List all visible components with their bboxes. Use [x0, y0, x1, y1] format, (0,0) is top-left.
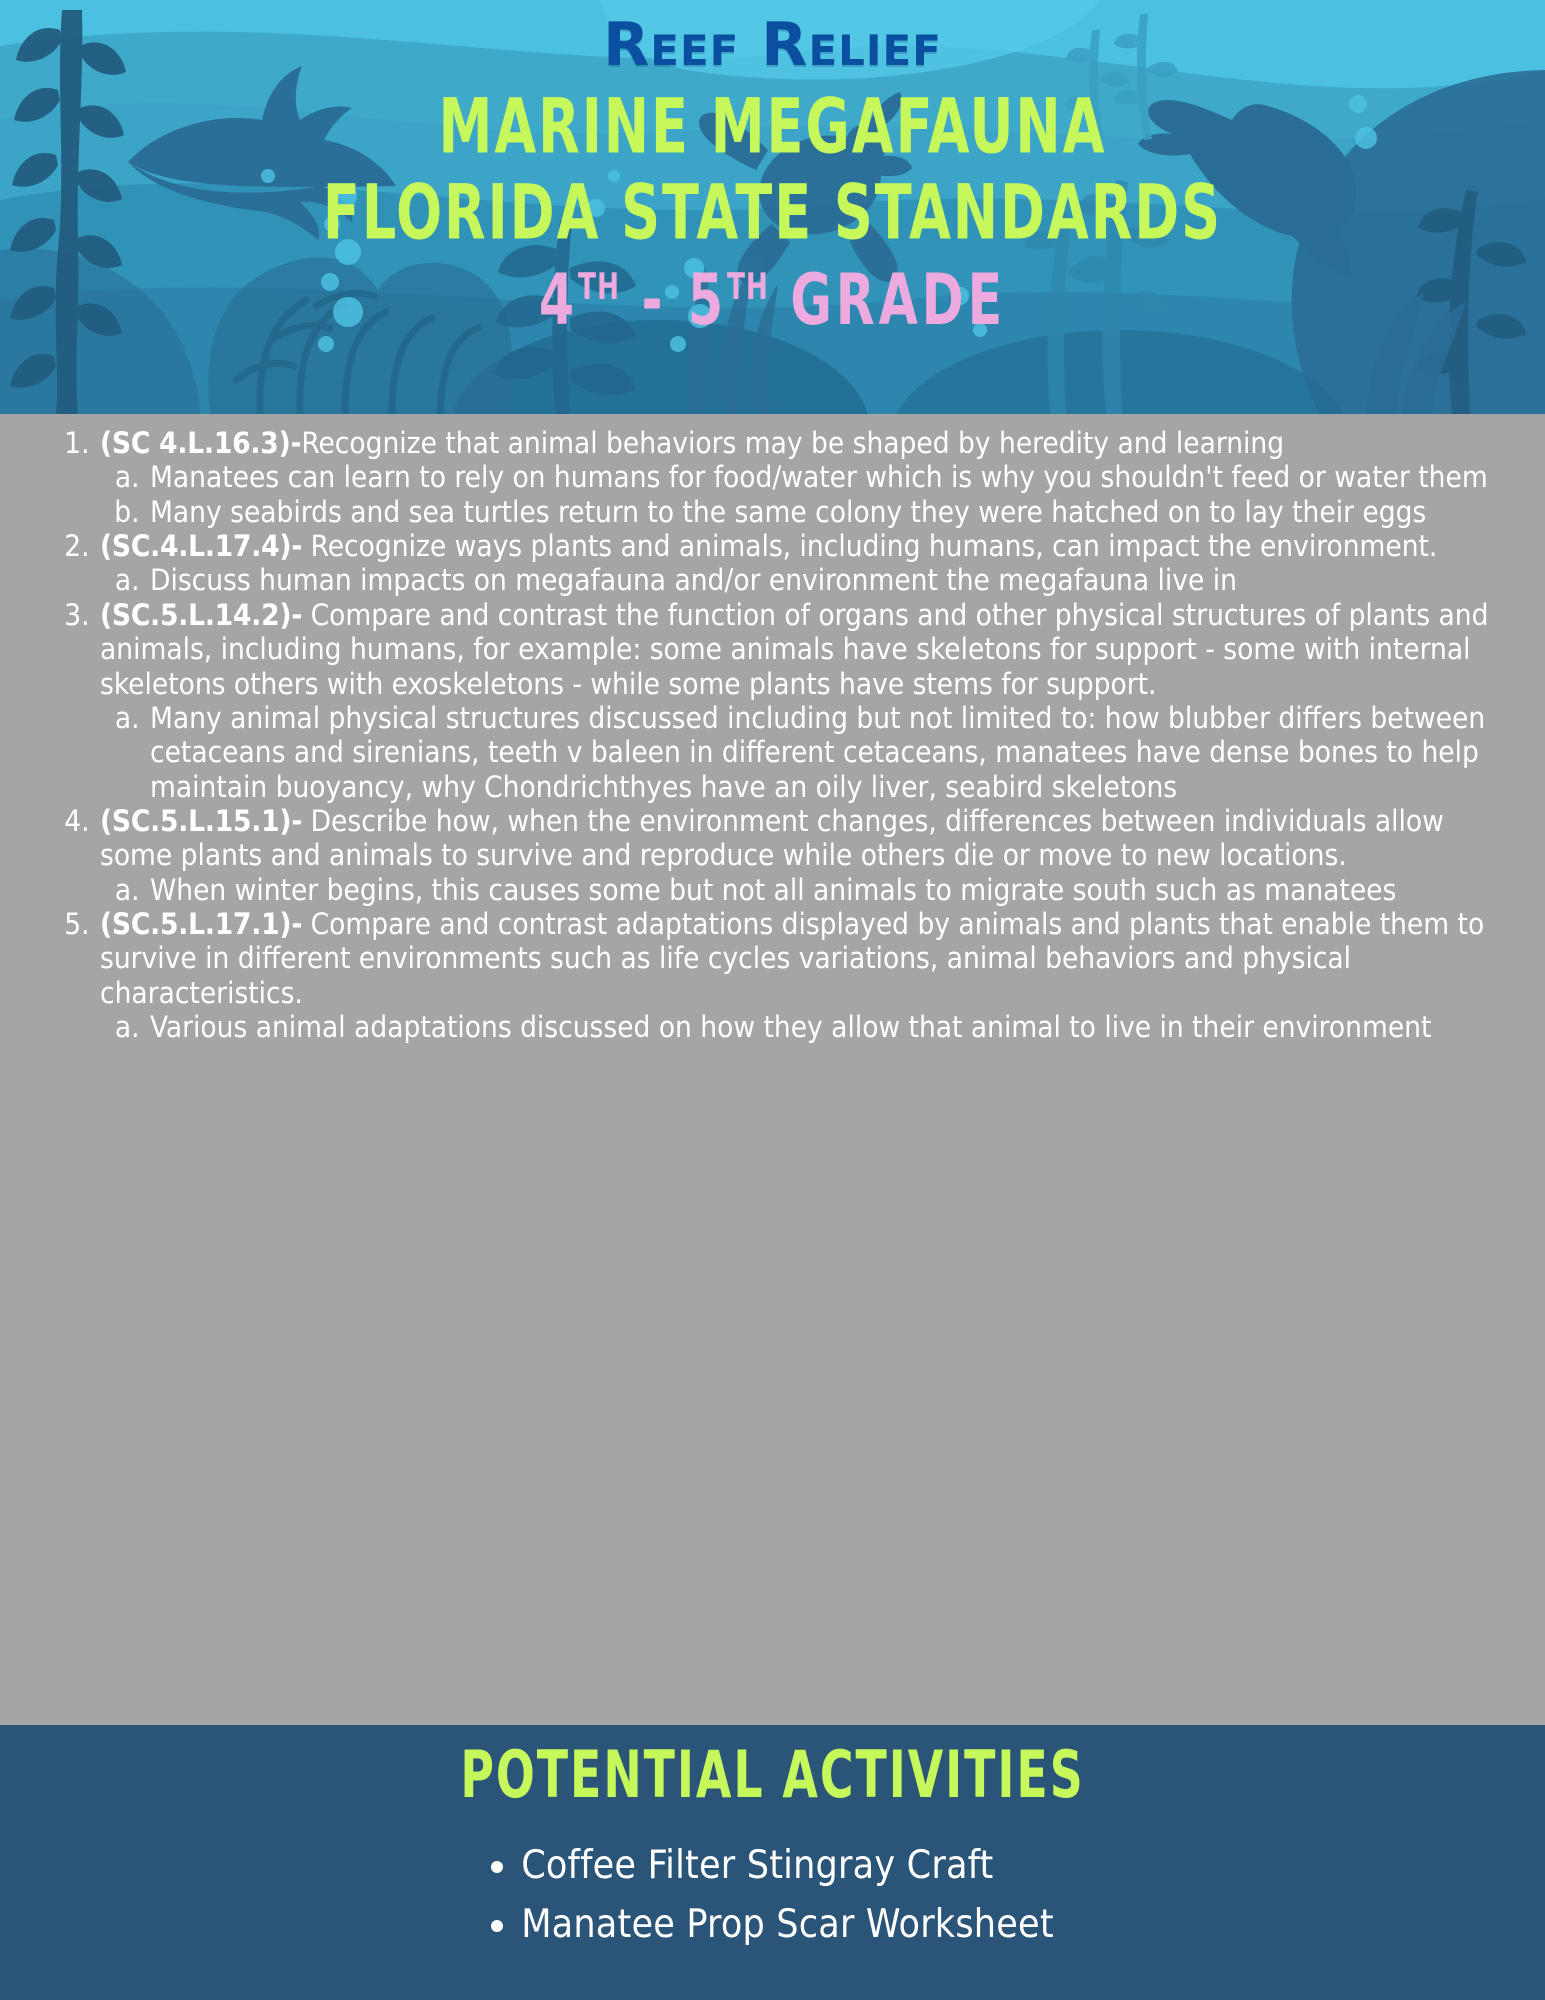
standard-text: Describe how, when the environment changes, differences between individuals allow some plants and animals to survive and reproduce while others die or move to new locations.	[100, 803, 1444, 873]
grade-second-number: 5	[687, 257, 727, 341]
activity-item: • Manatee Prop Scar Worksheet	[521, 1896, 1054, 1955]
grade-second-ordinal: TH	[726, 266, 769, 309]
activity-item: • Coffee Filter Stingray Craft	[521, 1837, 1054, 1896]
standard-item	[98, 426, 1505, 529]
standard-subitem: a. Various animal adaptations discussed on how they allow that animal to live in their environment	[148, 1010, 1505, 1044]
standard-item	[98, 907, 1505, 1044]
header-text-block	[0, 0, 1545, 414]
poster-title-line-2: FLORIDA STATE STANDARDS	[322, 167, 1223, 257]
grade-first-ordinal: TH	[578, 266, 620, 309]
poster-title-line-1: MARINE MEGAFAUNA	[438, 81, 1107, 171]
standard-sublist	[100, 1010, 1505, 1044]
standard-item	[98, 804, 1505, 907]
standard-code: (SC.5.L.17.1)-	[100, 907, 303, 942]
standard-text: Recognize ways plants and animals, including humans, can impact the environment.	[302, 529, 1438, 564]
standards-list	[40, 426, 1505, 1044]
standard-item	[98, 529, 1505, 598]
standard-subitem: a. When winter begins, this causes some but not all animals to migrate south such as manatees	[148, 873, 1505, 907]
standard-sublist	[100, 873, 1505, 907]
activities-list	[491, 1837, 1054, 1954]
reef-relief-logo: Reef Relief	[603, 10, 942, 80]
standards-section	[0, 414, 1545, 1725]
grade-word: GRADE	[768, 257, 1007, 341]
standard-code: (SC.5.L.15.1)-	[100, 803, 303, 838]
standard-code: (SC 4.L.16.3)-	[100, 426, 302, 460]
standard-text: Recognize that animal behaviors may be shaped by heredity and learning	[301, 426, 1285, 460]
standard-text: Compare and contrast the function of organs and other physical structures of plants and animals, including humans, for example: some animals have skeletons for support - some with internal skeletons others with exoskeletons - while some plants have stems for support.	[100, 597, 1489, 701]
standard-subitem: a. Manatees can learn to rely on humans for food/water which is why you shouldn't feed or water them	[148, 460, 1505, 494]
standard-sublist	[100, 460, 1505, 529]
standard-subitem: b. Many seabirds and sea turtles return to the same colony they were hatched on to lay their eggs	[148, 495, 1505, 529]
grade-first-number: 4	[538, 257, 579, 341]
standard-code: (SC.4.L.17.4)-	[100, 529, 303, 564]
standard-subitem: a. Many animal physical structures discussed including but not limited to: how blubber differs between cetaceans and sirenians, teeth v baleen in different cetaceans, manatees have dense bones to help maintain buoyancy, why Chondrichthyes have an oily liver, seabird skeletons	[148, 701, 1505, 804]
standard-item	[98, 598, 1505, 804]
standard-text: Compare and contrast adaptations displayed by animals and plants that enable them to survive in different environments such as life cycles variations, animal behaviors and physical characteristics.	[100, 907, 1485, 1010]
standard-subitem: a. Discuss human impacts on megafauna and/or environment the megafauna live in	[148, 563, 1505, 597]
poster-header	[0, 0, 1545, 414]
potential-activities-heading: POTENTIAL ACTIVITIES	[460, 1738, 1085, 1813]
grade-range-label	[23, 257, 1522, 341]
standard-sublist	[100, 563, 1505, 597]
grade-dash: -	[619, 257, 688, 341]
standard-sublist	[100, 701, 1505, 804]
standard-code: (SC.5.L.14.2)-	[100, 597, 303, 632]
poster-footer	[0, 1725, 1545, 2000]
